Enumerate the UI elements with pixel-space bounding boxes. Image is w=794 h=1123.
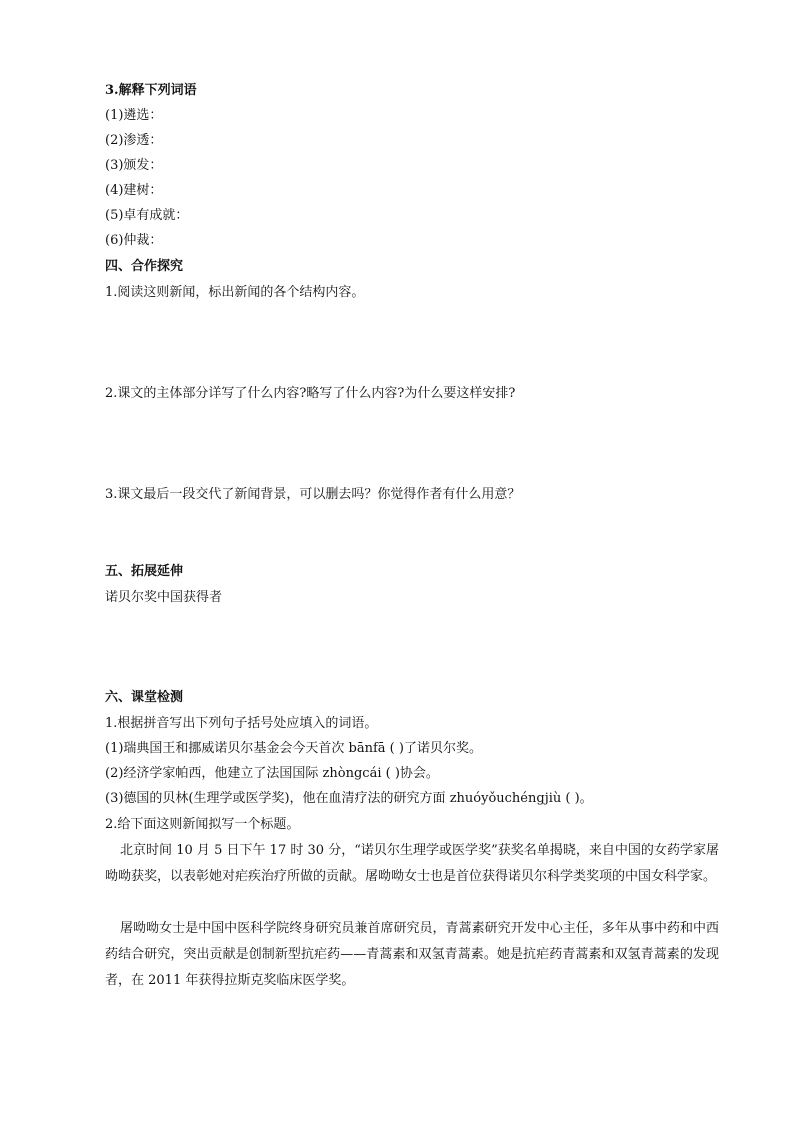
section3-item-5: (5)卓有成就：: [105, 208, 189, 223]
section6-item-3: (3)德国的贝林(生理学或医学奖)，他在血清疗法的研究方面 zhuóyǒuchéngjiù ( )。: [105, 791, 593, 806]
section5-heading: 五、拓展延伸: [105, 564, 184, 579]
section4-heading: 四、合作探究: [105, 259, 184, 274]
section6-question-1: 1.根据拼音写出下列句子括号处应填入的词语。: [105, 716, 378, 731]
news-paragraph-1: 北京时间 10 月 5 日下午 17 时 30 分，“诺贝尔生理学或医学奖”获奖名单揭晓，来自中国的女药学家屠呦呦获奖，以表彰她对疟疾治疗所做的贡献。屠呦呦女士也是首位获得诺贝尔科学类奖项的中国女科学家。: [105, 843, 719, 884]
section6-heading: 六、课堂检测: [105, 690, 184, 705]
section3-item-2: (2)渗透：: [105, 133, 163, 148]
section6-item-2: (2)经济学家帕西，他建立了法国国际 zhòngcái ( )协会。: [105, 766, 439, 781]
section3-item-1: (1)遴选：: [105, 108, 163, 123]
section4-question-2: 2.课文的主体部分详写了什么内容?略写了什么内容?为什么要这样安排?: [105, 386, 516, 401]
news-paragraph-2: 屠呦呦女士是中国中医科学院终身研究员兼首席研究员，青蒿素研究开发中心主任，多年从事中药和中西药结合研究，突出贡献是创制新型抗疟药——青蒿素和双氢青蒿素。她是抗疟药青蒿素和双氢青蒿素的发现者，在 2011 年获得拉斯克奖临床医学奖。: [105, 921, 719, 988]
section4-question-1: 1.阅读这则新闻，标出新闻的各个结构内容。: [105, 285, 365, 300]
section3-item-3: (3)颁发：: [105, 158, 163, 173]
section6-item-1: (1)瑞典国王和挪威诺贝尔基金会今天首次 bānfā ( )了诺贝尔奖。: [105, 741, 482, 756]
section5-subtitle: 诺贝尔奖中国获得者: [105, 590, 223, 605]
section3-item-4: (4)建树：: [105, 183, 163, 198]
section6-question-2: 2.给下面这则新闻拟写一个标题。: [105, 817, 300, 832]
section3-item-6: (6)仲裁：: [105, 233, 163, 248]
section3-title: 3.解释下列词语: [105, 83, 197, 98]
section4-question-3: 3.课文最后一段交代了新闻背景，可以删去吗？你觉得作者有什么用意？: [105, 487, 521, 502]
